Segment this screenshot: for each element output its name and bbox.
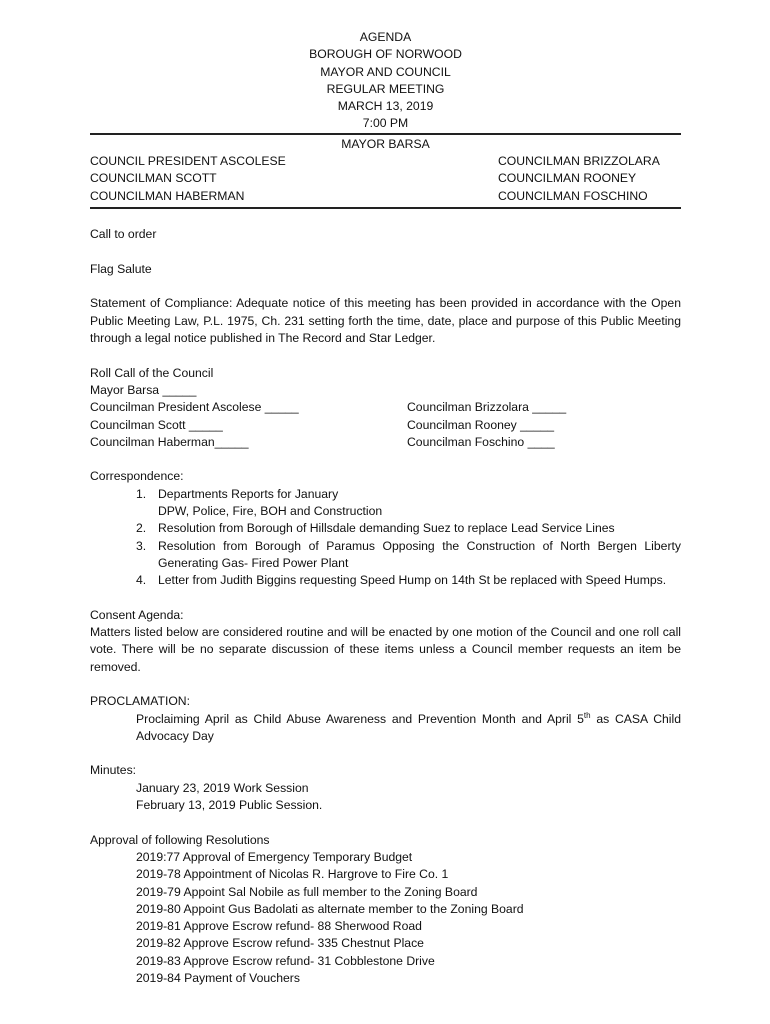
council-members-left [90, 153, 490, 205]
resolution-item: 2019:77 Approval of Emergency Temporary Budget [136, 849, 413, 864]
council-member: COUNCIL PRESIDENT ASCOLESE [90, 154, 286, 169]
list-item [90, 486, 681, 521]
roll-call-entry: Councilman Scott _____ [90, 417, 223, 432]
header-meeting-type: REGULAR MEETING [326, 81, 445, 96]
resolutions-title: Approval of following Resolutions [90, 832, 270, 847]
list-number: 1. [136, 486, 147, 501]
mayor-name: MAYOR BARSA [341, 136, 430, 151]
statement-of-compliance: Statement of Compliance: Adequate notice of this meeting has been provided in accordance with the Open Public Meeting Law, P.L. 1975, Ch. 231 setting forth the time, date, place and purpose of this Public Meeting through a legal notice published in The Record and Star Ledger. [90, 296, 681, 346]
council-members-right [498, 153, 681, 205]
list-number: 3. [136, 538, 147, 553]
roll-call-entry: Councilman Brizzolara _____ [407, 400, 567, 415]
consent-agenda-section [90, 607, 681, 676]
minutes-section [90, 762, 681, 814]
roll-call-row [90, 399, 681, 416]
roll-call-entry: Councilman Haberman_____ [90, 434, 249, 449]
correspondence-section [90, 468, 681, 589]
agenda-document [90, 29, 681, 987]
header-date: MARCH 13, 2019 [337, 99, 434, 114]
resolution-item: 2019-81 Approve Escrow refund- 88 Sherwood Road [136, 919, 422, 934]
proclamation-text-a: Proclaiming April as Child Abuse Awareness and Prevention Month and April 5 [136, 711, 584, 726]
header-rule-top [90, 133, 681, 135]
proclamation-text [90, 711, 681, 746]
list-item [90, 538, 681, 573]
minutes-item: February 13, 2019 Public Session. [136, 798, 323, 813]
correspondence-list [90, 486, 681, 590]
list-item-subtext: DPW, Police, Fire, BOH and Construction [158, 504, 383, 519]
council-member: COUNCILMAN HABERMAN [90, 188, 245, 203]
proclamation-title: PROCLAMATION: [90, 694, 190, 709]
council-members [90, 153, 681, 205]
minutes-item: January 23, 2019 Work Session [136, 780, 309, 795]
list-item [90, 520, 681, 537]
resolution-item: 2019-84 Payment of Vouchers [136, 971, 300, 986]
flag-salute: Flag Salute [90, 261, 152, 276]
list-item [90, 572, 681, 589]
correspondence-title: Correspondence: [90, 469, 184, 484]
agenda-header [90, 29, 681, 133]
list-number: 4. [136, 573, 147, 588]
resolution-item: 2019-79 Appoint Sal Nobile as full member to the Zoning Board [136, 884, 478, 899]
roll-call-entry: Councilman Foschino ____ [407, 434, 555, 449]
council-member: COUNCILMAN FOSCHINO [498, 188, 648, 203]
roll-call-entry: Councilman President Ascolese _____ [90, 400, 299, 415]
roll-call-section [90, 365, 681, 451]
consent-agenda-text: Matters listed below are considered routine and will be enacted by one motion of the Council and one roll call vote. There will be no separate discussion of these items unless a Council member requests an item be removed. [90, 625, 681, 674]
proclamation-superscript: th [583, 710, 591, 720]
roll-call-row [90, 434, 681, 451]
resolution-item: 2019-80 Appoint Gus Badolati as alternate member to the Zoning Board [136, 901, 524, 916]
consent-agenda-title: Consent Agenda: [90, 607, 184, 622]
header-title: AGENDA [359, 30, 412, 44]
roll-call-entry: Councilman Rooney _____ [407, 417, 555, 432]
council-member: COUNCILMAN SCOTT [90, 171, 217, 186]
resolution-item: 2019-83 Approve Escrow refund- 31 Cobblestone Drive [136, 953, 435, 968]
list-number: 2. [136, 521, 147, 536]
roll-call-title: Roll Call of the Council [90, 365, 214, 380]
proclamation-text-b: as CASA Child Advocacy Day [136, 711, 682, 743]
council-member: COUNCILMAN ROONEY [498, 171, 637, 186]
roll-call-mayor: Mayor Barsa _____ [90, 382, 197, 397]
header-borough: BOROUGH OF NORWOOD [309, 47, 462, 62]
proclamation-section [90, 693, 681, 745]
roll-call-row [90, 417, 681, 434]
resolution-item: 2019-78 Appointment of Nicolas R. Hargrove to Fire Co. 1 [136, 867, 449, 882]
header-body: MAYOR AND COUNCIL [320, 64, 451, 79]
resolutions-section [90, 832, 681, 988]
minutes-title: Minutes: [90, 763, 137, 778]
resolution-item: 2019-82 Approve Escrow refund- 335 Chestnut Place [136, 936, 424, 951]
list-item-text: Resolution from Borough of Hillsdale demanding Suez to replace Lead Service Lines [158, 521, 615, 536]
list-item-text: Departments Reports for January [158, 486, 339, 501]
council-member: COUNCILMAN BRIZZOLARA [498, 154, 660, 169]
header-time: 7:00 PM [362, 116, 409, 131]
list-item-text: Resolution from Borough of Paramus Opposing the Construction of North Bergen Liberty Generating Gas- Fired Power Plant [158, 538, 681, 570]
call-to-order: Call to order [90, 227, 157, 242]
list-item-text: Letter from Judith Biggins requesting Speed Hump on 14th St be replaced with Speed Humps. [158, 573, 667, 588]
